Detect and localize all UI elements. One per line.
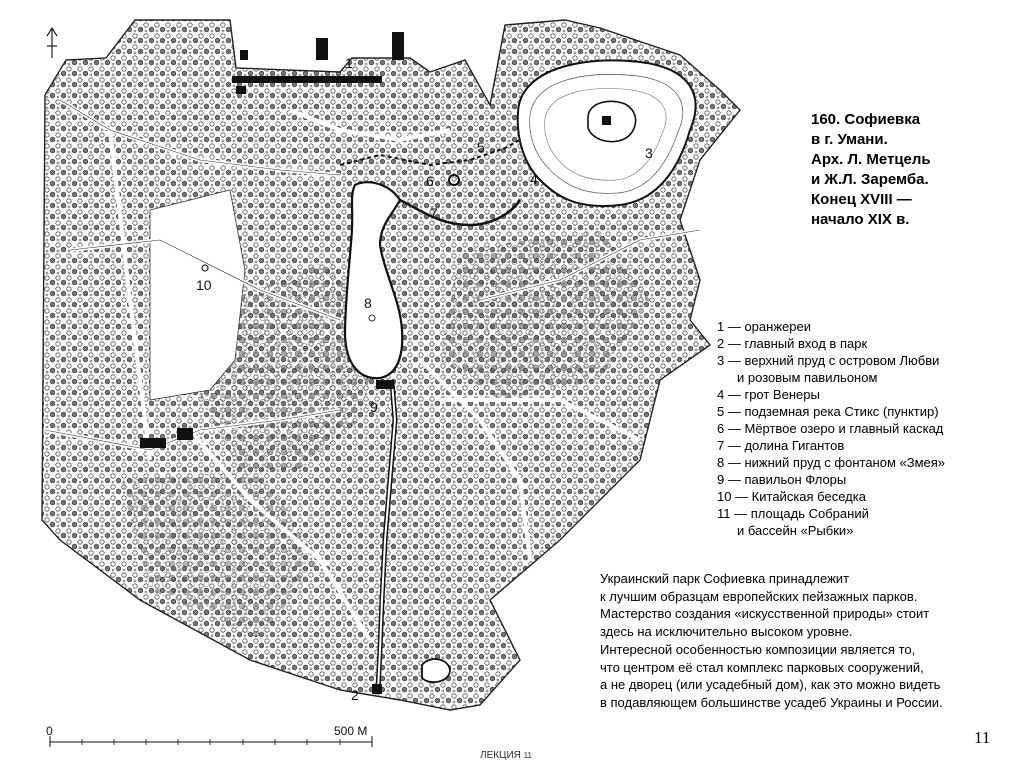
caption-line: Конец XVIII — [811,191,912,208]
description-line: что центром её стал комплекс парковых сооружений, [600,659,924,675]
caption-line: начало XIX в. [811,211,910,228]
map-legend [717,318,1017,539]
description-line: в подавляющем большинстве усадеб Украины и России. [600,694,943,710]
description-line: здесь на исключительно высоком уровне. [600,624,853,640]
legend-item-continuation: и розовым павильоном [737,370,878,385]
map-caption [811,110,1001,230]
legend-item: 5 — подземная река Стикс (пунктир) [717,404,939,419]
marker-5: 5 [477,139,485,155]
description-text [600,570,1010,712]
description-line: Мастерство создания «искусственной природы» стоит [600,606,930,622]
legend-item: 1 — оранжереи [717,319,811,334]
scale-start-label: 0 [46,724,53,738]
legend-item: 7 — долина Гигантов [717,438,845,453]
marker-3: 3 [645,145,653,161]
footer-label: ЛЕКЦИЯ [480,750,521,761]
description-line: а не дворец (или усадебный дом), как это можно видеть [600,677,941,693]
caption-line: 160. Софиевка [811,111,921,128]
legend-item-continuation: и бассейн «Рыбки» [737,523,854,538]
legend-item: 9 — павильон Флоры [717,472,847,487]
marker-6: 6 [426,173,434,189]
legend-item: 11 — площадь Собраний [717,506,869,521]
legend-item: 2 — главный вход в парк [717,336,868,351]
legend-item: 6 — Мёртвое озеро и главный каскад [717,421,944,436]
scale-bar [46,724,372,747]
legend-item: 4 — грот Венеры [717,387,820,402]
north-arrow-icon [47,28,57,58]
marker-1: 1 [345,55,353,71]
description-line: к лучшим образцам европейских пейзажных парков. [600,588,918,604]
marker-9: 9 [370,399,378,415]
caption-line: в г. Умани. [811,131,888,148]
marker-8: 8 [364,295,372,311]
marker-7: 7 [430,205,438,221]
footer-number: 11 [523,751,532,760]
legend-item: 8 — нижний пруд с фонтаном «Змея» [717,455,946,470]
caption-line: и Ж.Л. Заремба. [811,171,929,188]
caption-line: Арх. Л. Метцель [811,151,931,168]
legend-item: 10 — Китайская беседка [717,489,866,504]
marker-4: 4 [530,171,538,187]
description-line: Украинский парк Софиевка принадлежит [600,571,850,586]
scale-end-label: 500 М [334,724,368,738]
marker-2: 2 [351,687,359,703]
marker-10: 10 [196,277,212,293]
lecture-footer [480,750,532,761]
legend-item: 3 — верхний пруд с островом Любви [717,353,940,368]
page-number: 11 [974,728,991,747]
description-line: Интересной особенностью композиции является то, [600,641,916,657]
